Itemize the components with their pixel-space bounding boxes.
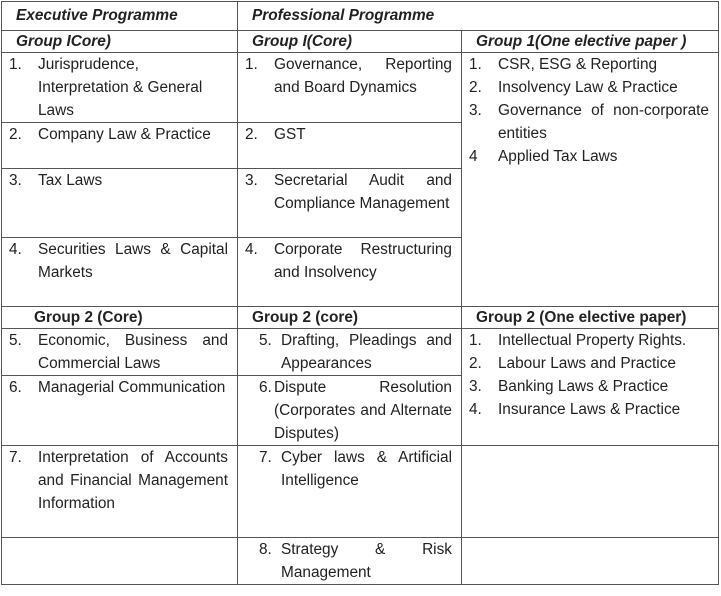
- item-text: Economic, Business and Commercial Laws: [38, 332, 228, 372]
- list-item: [2, 376, 237, 399]
- table-row: [2, 446, 719, 538]
- table-row: [2, 538, 719, 585]
- item-number: 5.: [259, 332, 272, 349]
- list-item: [462, 398, 718, 421]
- item-text: Governance, Reporting and Board Dynamics: [274, 56, 452, 96]
- item-number: 2.: [469, 355, 482, 372]
- exec-cell: [2, 376, 238, 446]
- list-item: [462, 53, 718, 76]
- item-text: Securities Laws & Capital Markets: [38, 241, 228, 281]
- exec-cell: [2, 238, 238, 307]
- programme-table: [1, 1, 719, 585]
- item-text: Intellectual Property Rights.: [498, 332, 687, 349]
- list-item: [462, 352, 718, 375]
- elective-group2-cell: [462, 329, 719, 446]
- item-text: Jurisprudence, Interpretation & General Laws: [38, 56, 203, 119]
- list-item: [462, 375, 718, 398]
- item-number: 1.: [245, 56, 258, 73]
- prof-group1-title: Group I(Core): [238, 31, 462, 53]
- list-item: [462, 76, 718, 99]
- exec-cell: [2, 446, 238, 538]
- list-item: [462, 145, 718, 168]
- item-number: 4.: [469, 401, 482, 418]
- prof-group2-title: Group 2 (core): [238, 307, 462, 329]
- prof-cell: [238, 238, 462, 307]
- list-item: [2, 446, 237, 515]
- list-item: [238, 238, 461, 284]
- exec-cell: [2, 53, 238, 123]
- item-text: Insolvency Law & Practice: [498, 79, 678, 96]
- item-number: 2.: [245, 126, 258, 143]
- item-text: CSR, ESG & Reporting: [498, 56, 658, 73]
- group1-header-row: [2, 31, 719, 53]
- prof-cell: [238, 53, 462, 123]
- prof-cell: [238, 446, 462, 538]
- prof-cell: [238, 123, 462, 169]
- item-number: 4.: [245, 241, 258, 258]
- item-number: 3.: [469, 378, 482, 395]
- item-number: 7.: [259, 449, 272, 466]
- list-item: [238, 53, 461, 99]
- list-item: [2, 169, 237, 192]
- list-item: [462, 99, 718, 145]
- item-number: 2.: [469, 79, 482, 96]
- item-number: 6.: [259, 379, 272, 396]
- list-item: [2, 53, 237, 122]
- empty-cell: [462, 538, 719, 585]
- programme-header-row: [2, 2, 719, 31]
- exec-cell: [2, 123, 238, 169]
- item-number: 1.: [9, 56, 22, 73]
- executive-programme-header: Executive Programme: [2, 2, 238, 31]
- item-number: 2.: [9, 126, 22, 143]
- item-text: Labour Laws and Practice: [498, 355, 676, 372]
- list-item: [2, 123, 237, 146]
- group2-header-row: [2, 307, 719, 329]
- elective-group2-title: Group 2 (One elective paper): [462, 307, 719, 329]
- prof-cell: [238, 169, 462, 238]
- item-number: 3.: [245, 172, 258, 189]
- empty-cell: [462, 446, 719, 538]
- item-number: 3.: [9, 172, 22, 189]
- table-row: [2, 53, 719, 123]
- item-text: Corporate Restructuring and Insolvency: [274, 241, 452, 281]
- list-item: [2, 329, 237, 375]
- prof-cell: [238, 538, 462, 585]
- item-number: 4: [469, 148, 478, 165]
- item-text: Tax Laws: [38, 172, 103, 189]
- item-text: Managerial Communication: [38, 379, 226, 396]
- item-number: 3.: [469, 102, 482, 119]
- item-number: 5.: [9, 332, 22, 349]
- exec-group2-title: Group 2 (Core): [2, 307, 238, 329]
- elective-group1-cell: [462, 53, 719, 307]
- exec-group1-title: Group ICore): [2, 31, 238, 53]
- item-number: 7.: [9, 449, 22, 466]
- exec-cell: [2, 169, 238, 238]
- item-text: Interpretation of Accounts and Financial Management Information: [38, 449, 228, 512]
- list-item: [238, 446, 461, 492]
- item-text: Cyber laws & Artificial Intelligence: [281, 449, 452, 489]
- exec-cell: [2, 329, 238, 376]
- list-item: [238, 538, 461, 584]
- elective-group1-title: Group 1(One elective paper ): [462, 31, 719, 53]
- item-text: Insurance Laws & Practice: [498, 401, 681, 418]
- item-text: Applied Tax Laws: [498, 148, 618, 165]
- list-item: [2, 238, 237, 284]
- list-item: [238, 376, 461, 445]
- item-text: Company Law & Practice: [38, 126, 211, 143]
- item-number: 8.: [259, 541, 272, 558]
- list-item: [462, 329, 718, 352]
- list-item: [238, 169, 461, 215]
- item-text: Strategy & Risk Management: [281, 541, 452, 581]
- item-text: Drafting, Pleadings and Appearances: [281, 332, 452, 372]
- item-number: 1.: [469, 332, 482, 349]
- item-text: Secretarial Audit and Compliance Management: [274, 172, 452, 212]
- list-item: [238, 123, 461, 146]
- prof-cell: [238, 376, 462, 446]
- item-text: Governance of non-corporate entities: [498, 102, 709, 142]
- professional-programme-header: Professional Programme: [238, 2, 719, 31]
- item-text: Banking Laws & Practice: [498, 378, 669, 395]
- list-item: [238, 329, 461, 375]
- item-number: 6.: [9, 379, 22, 396]
- empty-cell: [2, 538, 238, 585]
- item-text: Dispute Resolution (Corporates and Alternate Disputes): [274, 379, 452, 442]
- prof-cell: [238, 329, 462, 376]
- table-row: [2, 329, 719, 376]
- item-number: 4.: [9, 241, 22, 258]
- item-text: GST: [274, 126, 306, 143]
- item-number: 1.: [469, 56, 482, 73]
